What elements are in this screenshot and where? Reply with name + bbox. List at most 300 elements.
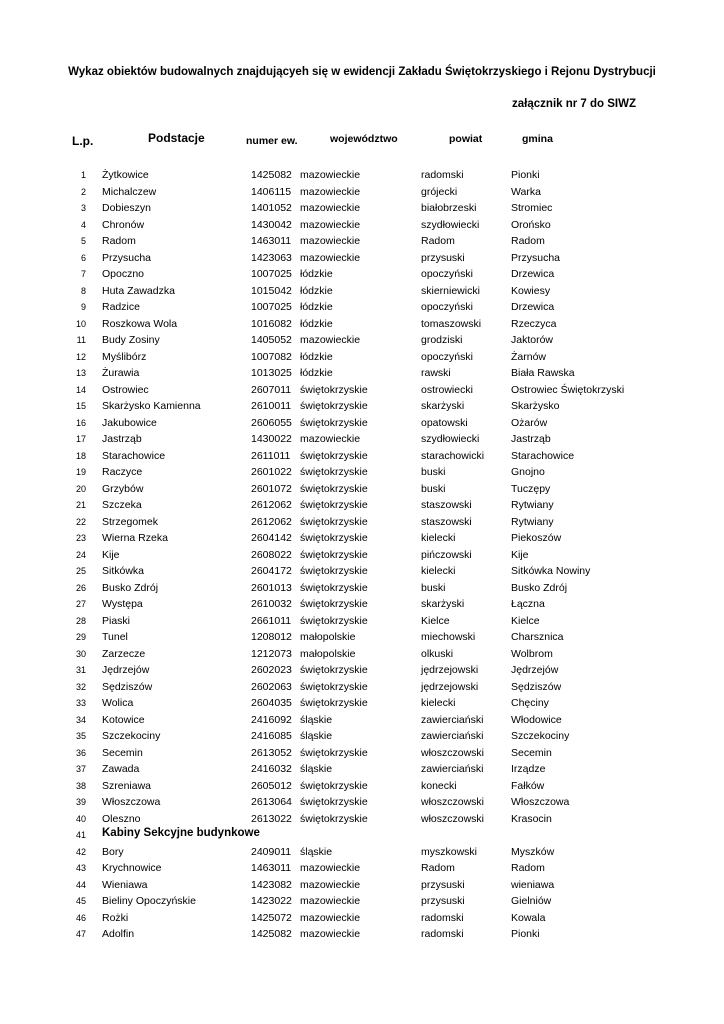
row-number: 1430022 [251,433,292,445]
row-name: Jakubowice [102,416,157,429]
row-county: grójecki [421,185,458,198]
row-lp: 46 [75,912,86,923]
table-row [0,299,724,316]
row-number: 1425082 [251,169,292,181]
row-commune: Drzewica [511,268,555,280]
table-body [0,167,724,943]
row-voivodeship: świętokrzyskie [300,416,368,429]
row-lp: 29 [75,632,86,642]
row-name: Zawada [102,763,140,775]
row-lp: 1 [80,170,86,180]
row-lp: 45 [75,896,86,906]
row-lp: 17 [75,434,86,444]
row-commune: Kielce [511,614,540,627]
row-county: przysuski [421,251,465,264]
row-name: Bieliny Opoczyńskie [102,895,196,907]
row-name: Sędziszów [102,680,153,693]
table-row [0,794,724,811]
table-row [0,415,724,432]
row-voivodeship: mazowieckie [300,169,361,181]
row-lp: 38 [75,780,86,791]
row-name: Budy Zosiny [102,334,160,346]
row-commune: Gnojno [511,466,545,478]
table-row [0,217,724,234]
row-number: 2610032 [251,598,292,610]
row-lp: 4 [80,219,86,230]
row-county: Radom [421,862,455,874]
row-number: 2602023 [251,664,292,676]
row-voivodeship: mazowieckie [300,911,361,924]
row-name: Tunel [102,631,128,643]
row-name: Michalczew [102,185,157,198]
table-row [0,200,724,217]
row-county: kielecki [421,565,456,577]
row-county: przysuski [421,895,465,907]
row-voivodeship: mazowieckie [300,928,361,940]
row-commune: Rytwiany [511,499,554,511]
row-number: 2601022 [251,466,292,478]
row-name: Wierna Rzeka [102,532,168,544]
row-county: radomski [421,169,464,181]
row-lp: 26 [75,582,86,593]
table-row [0,910,724,927]
row-county: radomski [421,928,464,940]
row-commune: Tuczępy [511,482,551,495]
row-county: skarżyski [421,400,465,412]
row-number: 2604035 [251,697,292,709]
row-voivodeship: świętokrzyskie [300,482,368,495]
row-voivodeship: śląskie [300,763,333,775]
row-name: Grzybów [102,482,144,495]
row-number: 2613052 [251,746,292,759]
row-commune: Włoszczowa [511,796,570,808]
row-lp: 39 [75,797,86,807]
row-county: starachowicki [421,449,485,462]
row-county: opoczyński [421,268,473,280]
row-commune: Przysucha [511,251,561,264]
table-row [0,382,724,399]
row-commune: Stromiec [511,202,553,214]
row-county: włoszczowski [421,796,485,808]
row-number: 1212073 [251,647,292,660]
row-lp: 30 [75,648,86,659]
row-name: Ostrowiec [102,383,149,396]
table-row [0,646,724,663]
header-commune: gmina [522,133,553,145]
row-number: 1401052 [251,202,292,214]
row-number: 2416032 [251,763,292,775]
row-number: 2604172 [251,565,292,577]
table-row [0,233,724,250]
row-voivodeship: świętokrzyskie [300,532,368,544]
row-county: olkuski [421,647,454,660]
table-row [0,745,724,762]
row-commune: Żarnów [511,350,547,363]
row-voivodeship: łódzkie [300,284,333,297]
row-commune: Włodowice [511,713,562,726]
row-voivodeship: mazowieckie [300,862,361,874]
row-county: przysuski [421,878,465,891]
row-name: Huta Zawadzka [102,284,175,297]
row-commune: Fałków [511,779,545,792]
row-name: Roszkowa Wola [102,317,178,330]
row-number: 2601013 [251,581,292,594]
row-number: 1015042 [251,284,292,297]
row-commune: Pionki [511,169,540,181]
row-lp: 33 [75,698,86,708]
table-row [0,926,724,943]
row-commune: Kowiesy [511,284,551,297]
row-county: radomski [421,911,464,924]
row-name: Rożki [102,911,129,924]
document-title: Wykaz obiektów budowalnych znajdującyeh się w ewidencji Zakładu Świętokrzyskiego i Rejonu Dystrybucji [68,66,656,78]
table-row [0,431,724,448]
row-commune: Sitkówka Nowiny [511,565,591,577]
row-county: myszkowski [421,845,478,858]
header-voivodeship: województwo [330,133,398,145]
row-voivodeship: śląskie [300,730,333,742]
table-row [0,349,724,366]
row-voivodeship: mazowieckie [300,185,361,198]
row-lp: 16 [75,417,86,428]
row-county: tomaszowski [421,317,482,330]
row-name: Krychnowice [102,862,162,874]
row-commune: Łączna [511,598,545,610]
row-lp: 25 [75,566,86,576]
row-county: buski [421,581,446,594]
table-row [0,167,724,184]
row-county: opoczyński [421,350,473,363]
row-name: Opoczno [102,268,145,280]
row-county: rawski [421,367,451,379]
row-commune: Skarżysko [511,400,560,412]
row-lp: 10 [75,318,86,329]
row-voivodeship: świętokrzyskie [300,779,368,792]
table-row [0,481,724,498]
row-county: szydłowiecki [421,433,480,445]
row-commune: Kowala [511,911,546,924]
row-voivodeship: małopolskie [300,647,356,660]
row-number: 2613022 [251,812,292,825]
row-voivodeship: śląskie [300,845,333,858]
row-voivodeship: świętokrzyskie [300,598,368,610]
row-number: 2607011 [251,383,292,396]
table-row [0,629,724,646]
row-voivodeship: świętokrzyskie [300,664,368,676]
row-voivodeship: świętokrzyskie [300,466,368,478]
row-commune: Gielniów [511,895,552,907]
row-county: szydłowiecki [421,218,480,231]
row-voivodeship: mazowieckie [300,202,361,214]
row-commune: Sędziszów [511,680,562,693]
row-county: skierniewicki [421,284,480,297]
row-number: 1423082 [251,878,292,891]
row-number: 1425082 [251,928,292,940]
row-commune: Krasocin [511,812,552,825]
row-commune: Rytwiany [511,515,554,528]
row-lp: 11 [76,335,86,345]
row-name: Żytkowice [102,169,149,181]
row-name: Żurawia [102,367,140,379]
row-voivodeship: mazowieckie [300,218,361,231]
row-name: Kabiny Sekcyjne budynkowe [102,827,260,839]
row-number: 2416085 [251,730,292,742]
row-number: 1007025 [251,301,292,313]
row-number: 1007025 [251,268,292,280]
row-lp: 23 [75,533,86,543]
table-row [0,464,724,481]
row-county: włoszczowski [421,746,485,759]
row-number: 1208012 [251,631,292,643]
table-row [0,778,724,795]
row-voivodeship: mazowieckie [300,251,361,264]
row-lp: 22 [75,516,86,527]
row-county: staszowski [421,499,472,511]
row-lp: 34 [75,714,86,725]
table-row [0,365,724,382]
row-commune: Orońsko [511,218,551,231]
table-row [0,860,724,877]
header-name: Podstacje [148,131,205,145]
row-commune: Piekoszów [511,532,562,544]
row-lp: 44 [75,879,86,890]
table-row [0,877,724,894]
row-commune: Secemin [511,746,552,759]
row-county: ostrowiecki [421,383,473,396]
table-row [0,398,724,415]
row-commune: Szczekociny [511,730,570,742]
row-county: Radom [421,235,455,247]
row-lp: 12 [75,351,86,362]
row-name: Adolfin [102,928,135,940]
row-voivodeship: świętokrzyskie [300,614,368,627]
row-lp: 47 [75,929,86,939]
row-voivodeship: mazowieckie [300,878,361,891]
row-name: Radom [102,235,136,247]
row-lp: 2 [80,186,86,197]
row-name: Zarzecze [102,647,146,660]
row-voivodeship: świętokrzyskie [300,581,368,594]
row-number: 2611011 [251,449,291,462]
table-row [0,844,724,861]
row-county: konecki [421,779,457,792]
row-number: 1423022 [251,895,292,907]
table-row [0,316,724,333]
table-row [0,761,724,778]
row-lp: 21 [75,500,86,510]
table-row [0,530,724,547]
row-lp: 35 [75,731,86,741]
row-name: Szczekociny [102,730,161,742]
row-lp: 19 [75,467,86,477]
row-lp: 7 [80,269,86,279]
row-commune: Ożarów [511,416,548,429]
row-number: 2409011 [251,845,292,858]
row-number: 1463011 [251,235,292,247]
table-row [0,811,724,828]
table-row [0,679,724,696]
row-county: pińczowski [421,548,472,561]
row-commune: Starachowice [511,449,575,462]
row-lp: 43 [75,863,86,873]
row-voivodeship: świętokrzyskie [300,400,368,412]
row-county: kielecki [421,532,456,544]
row-commune: Jastrząb [511,433,551,445]
row-name: Chronów [102,218,145,231]
row-county: zawierciański [421,713,484,726]
row-commune: Pionki [511,928,540,940]
row-commune: Biała Rawska [511,367,575,379]
row-county: Kielce [421,614,450,627]
table-row [0,728,724,745]
row-lp: 27 [75,599,86,609]
row-commune: Kije [511,548,529,561]
row-number: 1463011 [251,862,292,874]
table-row [0,563,724,580]
row-name: Skarżysko Kamienna [102,400,201,412]
row-number: 1013025 [251,367,292,379]
row-lp: 32 [75,681,86,692]
row-name: Występa [102,598,143,610]
row-name: Oleszno [102,812,141,825]
row-number: 1016082 [251,317,292,330]
row-commune: Irządze [511,763,546,775]
row-voivodeship: świętokrzyskie [300,548,368,561]
row-voivodeship: łódzkie [300,268,333,280]
row-county: białobrzeski [421,202,477,214]
row-voivodeship: świętokrzyskie [300,746,368,759]
row-voivodeship: łódzkie [300,317,333,330]
row-county: opatowski [421,416,468,429]
row-number: 1430042 [251,218,292,231]
row-voivodeship: mazowieckie [300,334,361,346]
row-lp: 3 [80,203,86,213]
row-commune: Drzewica [511,301,555,313]
table-row [0,596,724,613]
row-name: Myślibórz [102,350,147,363]
row-county: buski [421,482,446,495]
row-number: 1007082 [251,350,292,363]
row-county: grodziski [421,334,463,346]
row-name: Szczeka [102,499,142,511]
row-lp: 13 [75,368,86,378]
row-name: Sitkówka [102,565,145,577]
row-county: skarżyski [421,598,465,610]
table-row [0,662,724,679]
row-name: Wolica [102,697,134,709]
table-row [0,893,724,910]
row-county: jędrzejowski [421,680,479,693]
row-number: 2606055 [251,416,292,429]
row-lp: 5 [80,236,86,246]
row-voivodeship: świętokrzyskie [300,449,368,462]
row-county: jędrzejowski [421,664,479,676]
row-voivodeship: świętokrzyskie [300,383,368,396]
row-name: Włoszczowa [102,796,161,808]
row-number: 2416092 [251,713,292,726]
row-name: Bory [102,845,124,858]
row-name: Jastrząb [102,433,142,445]
row-voivodeship: łódzkie [300,367,333,379]
header-lp: L.p. [72,134,94,148]
header-number: numer ew. [246,135,298,147]
row-lp: 36 [75,747,86,758]
row-lp: 15 [75,401,86,411]
row-number: 2612062 [251,515,292,528]
table-row [0,250,724,267]
table-row [0,712,724,729]
table-row [0,332,724,349]
row-commune: Jaktorów [511,334,554,346]
row-voivodeship: świętokrzyskie [300,697,368,709]
row-voivodeship: małopolskie [300,631,356,643]
row-number: 1425072 [251,911,292,924]
row-county: włoszczowski [421,812,485,825]
table-row [0,695,724,712]
row-commune: Ostrowiec Świętokrzyski [511,383,625,396]
row-voivodeship: świętokrzyskie [300,499,368,511]
row-number: 1406115 [251,185,292,198]
row-number: 1405052 [251,334,292,346]
row-lp: 6 [80,252,86,263]
row-voivodeship: łódzkie [300,301,333,313]
table-row [0,497,724,514]
row-commune: Warka [511,185,541,198]
row-commune: Radom [511,862,545,874]
row-number: 2613064 [251,796,292,808]
row-lp: 20 [75,483,86,494]
row-name: Szreniawa [102,779,152,792]
row-lp: 8 [80,285,86,296]
header-county: powiat [449,133,483,145]
row-name: Kije [102,548,120,561]
table-row [0,613,724,630]
table-row [0,580,724,597]
row-name: Piaski [102,614,131,627]
table-row [0,547,724,564]
row-voivodeship: świętokrzyskie [300,515,368,528]
row-voivodeship: świętokrzyskie [300,796,368,808]
row-name: Starachowice [102,449,166,462]
row-name: Raczyce [102,466,143,478]
row-voivodeship: świętokrzyskie [300,680,368,693]
row-county: kielecki [421,697,456,709]
table-row [0,514,724,531]
row-name: Busko Zdrój [102,581,159,594]
row-commune: Busko Zdrój [511,581,568,594]
row-voivodeship: łódzkie [300,350,333,363]
row-name: Radzice [102,301,140,313]
row-number: 2661011 [251,614,292,627]
row-county: buski [421,466,446,478]
table-row [0,184,724,201]
row-voivodeship: świętokrzyskie [300,812,368,825]
row-voivodeship: mazowieckie [300,433,361,445]
row-lp: 18 [75,450,86,461]
row-commune: Myszków [511,845,555,858]
row-name: Dobieszyn [102,202,152,214]
table-row [0,283,724,300]
row-number: 2610011 [251,400,292,412]
attachment-label: załącznik nr 7 do SIWZ [512,98,636,110]
section-row [0,827,724,844]
row-number: 2604142 [251,532,292,544]
row-county: zawierciański [421,763,484,775]
row-commune: Chęciny [511,697,549,709]
row-commune: Rzeczyca [511,317,557,330]
row-name: Secemin [102,746,143,759]
row-name: Jędrzejów [102,664,150,676]
